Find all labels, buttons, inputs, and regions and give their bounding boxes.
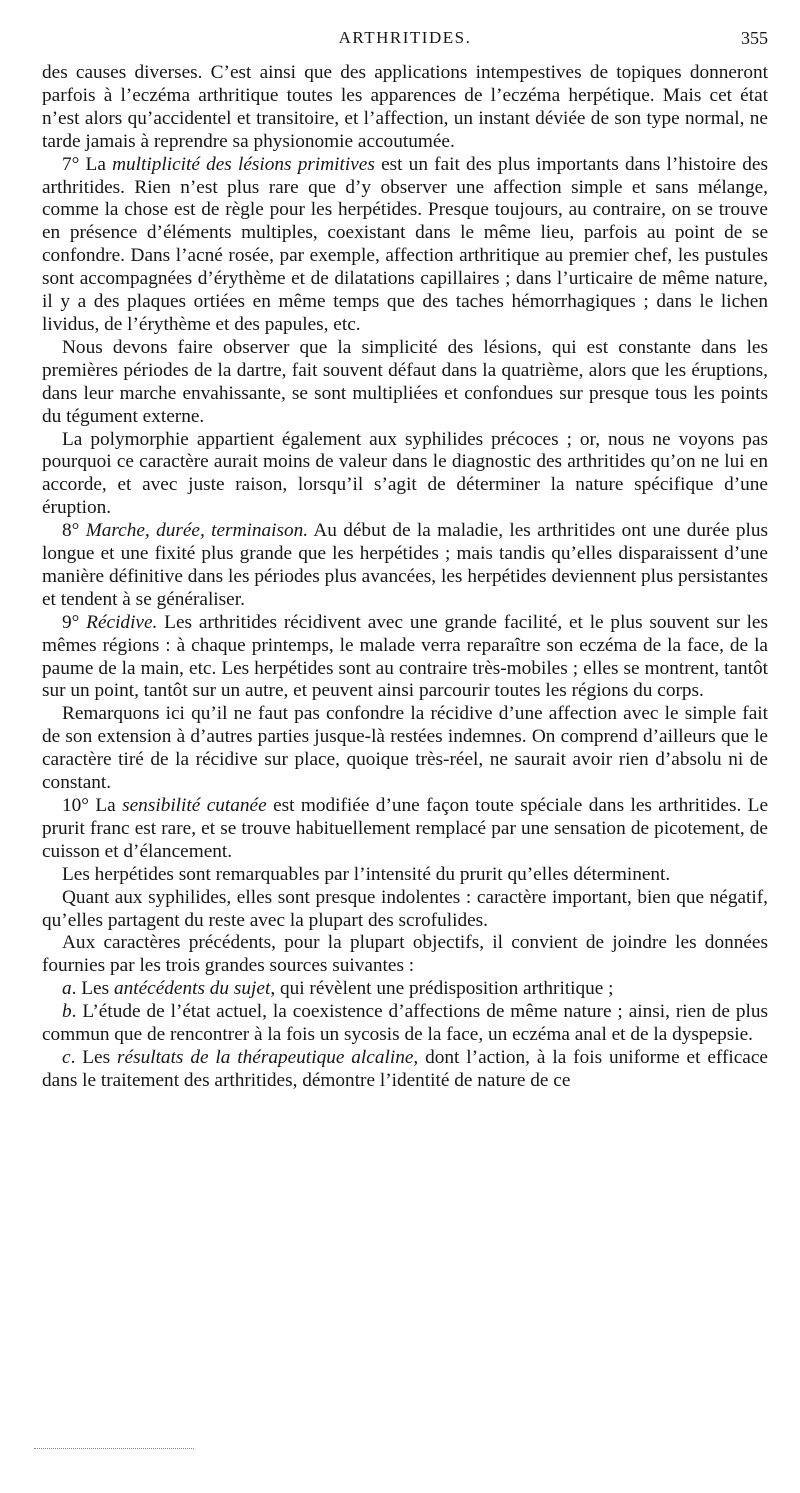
italic-phrase: sensibilité cutanée	[122, 795, 267, 816]
italic-phrase: multiplicité des lésions primitives	[112, 153, 375, 175]
footer-rule	[34, 1448, 194, 1449]
text-run: est modifiée d’une façon toute spéciale dans les arthritides. Le prurit franc est rare, et se trouve habituellement remplacé par une sensation de picotement, de cuisson et d’élancement.	[42, 795, 769, 862]
paragraph	[42, 978, 768, 1001]
text-run: 10° La	[62, 795, 123, 816]
page-number: 355	[741, 28, 768, 48]
text-run: , dont l’action, à la fois uniforme et efficace dans le traitement des arthritides, démontre l’identité de nature de ce	[42, 1046, 768, 1091]
paragraph	[42, 62, 768, 154]
paragraph	[42, 154, 768, 337]
paragraph	[42, 795, 768, 864]
text-run: . L’étude de l’état actuel, la coexistence d’affections de même nature ; ainsi, rien de plus commun que de rencontrer à la fois un sycosis de la face, un eczéma anal et de la dyspepsie.	[42, 1001, 768, 1046]
paragraph	[42, 864, 768, 887]
text-run: , qui révèlent une prédisposition arthritique ;	[270, 978, 614, 1000]
running-title: ARTHRITIDES.	[338, 28, 472, 47]
paragraph	[42, 337, 768, 429]
text-run: Au début de la maladie, les arthritides ont une durée plus longue et une fixité plus grande que les herpétides ; mais tandis qu’elles disparaissent d’une manière définitive dans les périodes plus avancées, les herpétides deviennent plus persistantes et tendent à se généraliser.	[42, 520, 768, 610]
paragraph	[42, 520, 768, 612]
italic-phrase: résultats de la thérapeutique alcaline	[117, 1046, 414, 1068]
italic-phrase: b	[62, 1001, 72, 1023]
italic-phrase: antécédents du sujet	[113, 978, 271, 1000]
text-run: Nous devons faire observer que la simplicité des lésions, qui est constante dans les premières périodes de la dartre, fait souvent défaut dans la quatrième, alors que les éruptions, dans leur marche envahissante, se sont multipliées et confondues sur presque tous les points du tégument externe.	[42, 336, 768, 427]
page-header	[42, 28, 768, 58]
text-run: Les herpétides sont remarquables par l’intensité du prurit qu’elles déterminent.	[62, 863, 671, 885]
text-run: 7° La	[62, 153, 113, 175]
text-run: Aux caractères précédents, pour la plupart objectifs, il convient de joindre les données fournies par les trois grandes sources suivantes :	[42, 932, 768, 977]
paragraph	[42, 1047, 768, 1093]
paragraph	[42, 1001, 768, 1047]
text-run: . Les	[71, 978, 114, 1000]
text-run: Les arthritides récidivent avec une grande facilité, et le plus souvent sur les mêmes régions : à chaque printemps, le malade verra reparaître son eczéma de la face, de la paume de la main, etc. Les herpétides sont au contraire très-mobiles ; elles se montrent, tantôt sur un point, tantôt sur un autre, et peuvent ainsi parcourir toutes les régions du corps.	[42, 611, 768, 702]
body-text	[42, 62, 768, 1093]
paragraph	[42, 612, 768, 704]
italic-phrase: Marche, durée, terminaison.	[85, 520, 309, 542]
text-run: 9°	[62, 611, 87, 633]
paragraph	[42, 932, 768, 978]
text-run: Quant aux syphilides, elles sont presque indolentes : caractère important, bien que négatif, qu’elles partagent du reste avec la plupart des scrofulides.	[42, 886, 768, 931]
italic-phrase: a	[62, 978, 72, 1000]
text-run: La polymorphie appartient également aux syphilides précoces ; or, nous ne voyons pas pourquoi ce caractère aurait moins de valeur dans le diagnostic des arthritides qu’on ne lui en accorde, et avec juste raison, lorsqu’il s’agit de déterminer la nature spécifique d’une éruption.	[42, 428, 768, 519]
text-run: Remarquons ici qu’il ne faut pas confondre la récidive d’une affection avec le simple fait de son extension à d’autres parties jusque-là restées indemnes. On comprend d’ailleurs que le caractère tiré de la récidive sur place, quoique très-réel, ne saurait avoir rien d’absolu ni de constant.	[42, 703, 768, 794]
text-run: 8°	[62, 520, 86, 542]
text-run: est un fait des plus importants dans l’histoire des arthritides. Rien n’est plus rare que d’y observer une affection simple et sans mélange, comme la chose est de règle pour les herpétides. Presque toujours, au contraire, on se trouve en présence d’éléments multiples, coexistant dans le même lieu, parfois au point de se confondre. Dans l’acné rosée, par exemple, affection arthritique au premier chef, les pustules sont accompagnées d’érythème et de dilatations capillaires ; dans l’urticaire de même nature, il y a des plaques ortiées en même temps que des taches hémorrhagiques ; dans le lichen lividus, de l’érythème et des papules, etc.	[42, 153, 768, 335]
text-run: . Les	[70, 1046, 118, 1068]
paragraph	[42, 703, 768, 795]
italic-phrase: Récidive.	[86, 611, 158, 633]
text-run: des causes diverses. C’est ainsi que des applications intempestives de topiques donneront parfois à l’eczéma arthritique toutes les apparences de l’eczéma herpétique. Mais cet état n’est alors qu’accidentel et transitoire, et l’affection, un instant déviée de son type normal, ne tarde jamais à reprendre sa physionomie accoutumée.	[42, 62, 768, 152]
paragraph	[42, 887, 768, 933]
italic-phrase: c	[62, 1046, 71, 1068]
paragraph	[42, 429, 768, 521]
